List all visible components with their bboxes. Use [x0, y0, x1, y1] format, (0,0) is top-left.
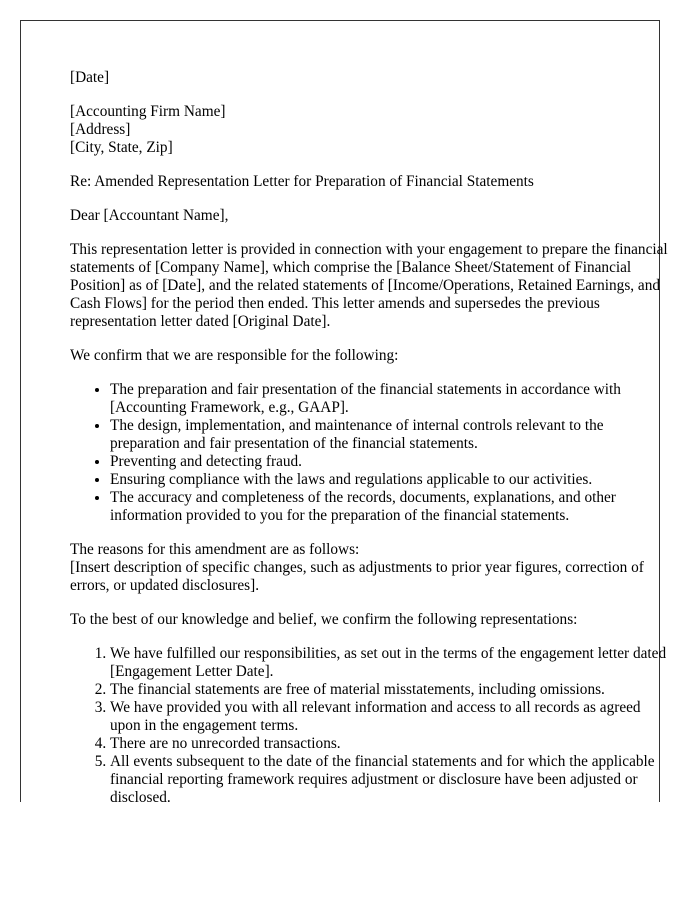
letter-date: [Date]: [70, 69, 110, 86]
representations-list: [70, 645, 670, 807]
recipient-address: [Address]: [70, 121, 131, 138]
recipient-city-state-zip: [City, State, Zip]: [70, 139, 173, 156]
letter-subject: Re: Amended Representation Letter for Preparation of Financial Statements: [70, 173, 534, 190]
letter-intro-paragraph: This representation letter is provided in connection with your engagement to prepare the financial statements of [Company Name], which comprise the [Balance Sheet/Statement of Financial Position] as of [Date], and the related statements of [Income/Operations, Retained Earnings, and Cash Flows] for the period then ended. This letter amends and supersedes the previous representation letter dated [Original Date].: [70, 241, 668, 330]
representation-item: 4. There are no unrecorded transactions.: [110, 735, 670, 753]
responsibility-item: • The accuracy and completeness of the records, documents, explanations, and other information provided to you for the preparation of the financial statements.: [110, 489, 670, 525]
responsibility-item: • Ensuring compliance with the laws and regulations applicable to our activities.: [110, 471, 670, 489]
recipient-address-block: [70, 103, 670, 157]
responsibility-item: • Preventing and detecting fraud.: [110, 453, 670, 471]
responsibility-item: • The design, implementation, and maintenance of internal controls relevant to the preparation and fair presentation of the financial statements.: [110, 417, 670, 453]
amendment-reasons-intro: The reasons for this amendment are as follows:: [70, 541, 360, 558]
letter-salutation: Dear [Accountant Name],: [70, 207, 229, 224]
representation-item: 3. We have provided you with all relevant information and access to all records as agreed upon in the engagement terms.: [110, 699, 670, 735]
representations-intro: To the best of our knowledge and belief, we confirm the following representations:: [70, 611, 578, 628]
responsibility-item: • The preparation and fair presentation of the financial statements in accordance with [Accounting Framework, e.g., GAAP].: [110, 381, 670, 417]
representation-item: 1. We have fulfilled our responsibilities, as set out in the terms of the engagement letter dated [Engagement Letter Date].: [110, 645, 670, 681]
letter-page: [20, 20, 668, 806]
amendment-reasons-text: [Insert description of specific changes, such as adjustments to prior year figures, correction of errors, or updated disclosures].: [70, 559, 644, 594]
recipient-firm-name: [Accounting Firm Name]: [70, 103, 226, 120]
responsibilities-intro: We confirm that we are responsible for the following:: [70, 347, 399, 364]
responsibilities-list: [70, 381, 670, 525]
amendment-reasons-block: [70, 541, 670, 595]
representation-item: 2. The financial statements are free of material misstatements, including omissions.: [110, 681, 670, 699]
representation-item: 5. All events subsequent to the date of the financial statements and for which the applicable financial reporting framework requires adjustment or disclosure have been adjusted or disclosed.: [110, 753, 670, 807]
letter-body: [70, 69, 670, 823]
